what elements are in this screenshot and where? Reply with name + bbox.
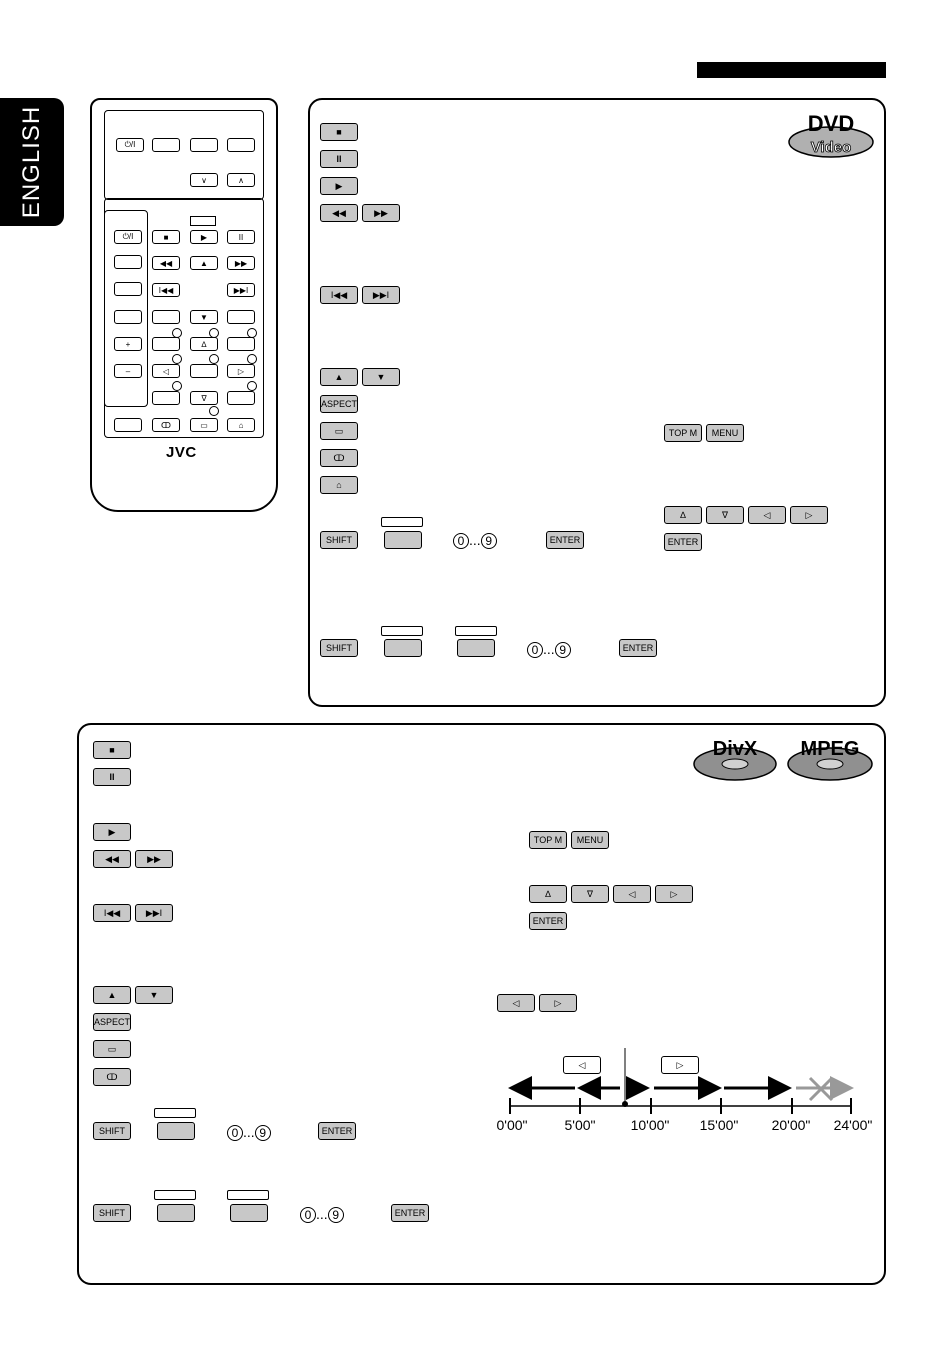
remote-indicator bbox=[247, 381, 257, 391]
timeline-label: 10'00" bbox=[630, 1117, 670, 1133]
enter-button[interactable]: ENTER bbox=[318, 1122, 356, 1140]
enter-button-3[interactable]: ENTER bbox=[664, 533, 702, 551]
remote-label bbox=[190, 216, 216, 226]
remote-button[interactable] bbox=[227, 337, 255, 351]
cursor-up-button[interactable]: ∆ bbox=[664, 506, 702, 524]
audio-button[interactable] bbox=[320, 449, 358, 467]
audio-button[interactable] bbox=[93, 1068, 131, 1086]
audio-icon: ↀ bbox=[333, 452, 345, 463]
remote-indicator bbox=[172, 354, 182, 364]
button-label-box bbox=[381, 626, 423, 636]
enter-button-2[interactable]: ENTER bbox=[391, 1204, 429, 1222]
cursor-down-button[interactable]: ∇ bbox=[706, 506, 744, 524]
previous-button[interactable]: I◀◀ bbox=[93, 904, 131, 922]
rewind-button[interactable]: ◀◀ bbox=[320, 204, 358, 222]
fast-forward-button[interactable]: ▶▶ bbox=[362, 204, 400, 222]
top-menu-button[interactable]: TOP M bbox=[529, 831, 567, 849]
dvd-logo-top: DVD bbox=[807, 111, 855, 136]
disc-hole bbox=[817, 759, 843, 769]
angle-icon: ⌂ bbox=[336, 480, 342, 490]
remote-stop-button[interactable]: ■ bbox=[152, 230, 180, 244]
previous-button[interactable]: I◀◀ bbox=[320, 286, 358, 304]
pause-button[interactable]: II bbox=[93, 768, 131, 786]
cursor-up-button[interactable]: ∆ bbox=[529, 885, 567, 903]
aspect-button[interactable]: ASPECT bbox=[93, 1013, 131, 1031]
remote-power-button-2[interactable]: ⏻/I bbox=[114, 230, 142, 244]
timeline-tick bbox=[791, 1098, 793, 1114]
remote-indicator bbox=[247, 354, 257, 364]
remote-indicator bbox=[209, 354, 219, 364]
subtitle-button[interactable] bbox=[320, 422, 358, 440]
remote-next-button[interactable]: ▶▶I bbox=[227, 283, 255, 297]
remote-button[interactable] bbox=[152, 310, 180, 324]
remote-forward-button[interactable]: ▶▶ bbox=[227, 256, 255, 270]
button-label-box bbox=[455, 626, 497, 636]
cursor-down-button[interactable]: ∇ bbox=[571, 885, 609, 903]
pause-button[interactable]: II bbox=[320, 150, 358, 168]
remote-rewind-button[interactable]: ◀◀ bbox=[152, 256, 180, 270]
enter-button[interactable]: ENTER bbox=[546, 531, 584, 549]
blank-button-2[interactable] bbox=[384, 639, 422, 657]
digit-9[interactable]: 9 bbox=[481, 533, 497, 549]
remote-button[interactable] bbox=[152, 138, 180, 152]
cursor-left-button[interactable]: ◁ bbox=[748, 506, 786, 524]
remote-enter-button[interactable] bbox=[190, 364, 218, 378]
digit-0[interactable]: 0 bbox=[300, 1207, 316, 1223]
timeline-label: 20'00" bbox=[771, 1117, 811, 1133]
language-tab-label: ENGLISH bbox=[18, 105, 45, 219]
language-tab bbox=[0, 98, 64, 226]
remote-up-button[interactable]: ∧ bbox=[227, 173, 255, 187]
stop-button[interactable]: ■ bbox=[93, 741, 131, 759]
timeline-tick bbox=[579, 1098, 581, 1114]
remote-button[interactable] bbox=[227, 138, 255, 152]
remote-angle-button[interactable]: ⌂ bbox=[227, 418, 255, 432]
digit-9[interactable]: 9 bbox=[328, 1207, 344, 1223]
subtitle-button[interactable] bbox=[93, 1040, 131, 1058]
divx-logo-text: DivX bbox=[712, 738, 758, 760]
timeline-back-button[interactable]: ◁ bbox=[563, 1056, 601, 1074]
skip-back-button[interactable]: ◁ bbox=[497, 994, 535, 1012]
remote-button[interactable] bbox=[114, 310, 142, 324]
remote-button[interactable] bbox=[227, 310, 255, 324]
digit-0[interactable]: 0 bbox=[453, 533, 469, 549]
digit-9[interactable]: 9 bbox=[555, 642, 571, 658]
remote-cursor-down-button[interactable]: ∇ bbox=[190, 391, 218, 405]
skip-forward-button[interactable]: ▷ bbox=[539, 994, 577, 1012]
subtitle-icon: ▭ bbox=[334, 425, 344, 436]
header-bar bbox=[697, 62, 886, 78]
remote-pause-button[interactable]: II bbox=[227, 230, 255, 244]
down-button[interactable]: ▼ bbox=[135, 986, 173, 1004]
remote-cursor-up-button[interactable]: ∆ bbox=[190, 337, 218, 351]
shift-button[interactable]: SHIFT bbox=[93, 1122, 131, 1140]
digit-sep: ... bbox=[469, 532, 481, 548]
top-menu-button[interactable]: TOP M bbox=[664, 424, 702, 442]
mpeg-logo bbox=[784, 735, 876, 785]
number-buttons-2[interactable] bbox=[527, 641, 571, 658]
play-button[interactable]: ▶ bbox=[93, 823, 131, 841]
remote-prev-button[interactable]: I◀◀ bbox=[152, 283, 180, 297]
remote-indicator bbox=[209, 406, 219, 416]
divx-logo bbox=[692, 735, 782, 785]
cursor-left-button[interactable]: ◁ bbox=[613, 885, 651, 903]
subtitle-icon: ▭ bbox=[107, 1043, 117, 1054]
dvd-logo-bottom: Video bbox=[810, 139, 852, 156]
timeline-tick bbox=[509, 1098, 511, 1114]
timeline-forward-button[interactable]: ▷ bbox=[661, 1056, 699, 1074]
remote-control bbox=[90, 98, 278, 512]
button-label-box bbox=[227, 1190, 269, 1200]
mpeg-logo-text: MPEG bbox=[800, 738, 860, 760]
blank-button-3[interactable] bbox=[457, 639, 495, 657]
remote-down-button[interactable]: ∨ bbox=[190, 173, 218, 187]
rewind-button[interactable]: ◀◀ bbox=[93, 850, 131, 868]
button-label-box bbox=[381, 517, 423, 527]
digit-sep: ... bbox=[316, 1206, 328, 1222]
enter-button-3[interactable]: ENTER bbox=[529, 912, 567, 930]
remote-plus-button[interactable]: + bbox=[114, 337, 142, 351]
blank-button-2[interactable] bbox=[157, 1204, 195, 1222]
disc-hole bbox=[722, 759, 748, 769]
shift-button-2[interactable]: SHIFT bbox=[93, 1204, 131, 1222]
menu-button[interactable]: MENU bbox=[571, 831, 609, 849]
remote-power-button[interactable]: ⏻/I bbox=[116, 138, 144, 152]
remote-indicator bbox=[172, 328, 182, 338]
menu-button[interactable]: MENU bbox=[706, 424, 744, 442]
button-label-box bbox=[154, 1108, 196, 1118]
number-buttons-2[interactable] bbox=[300, 1206, 344, 1223]
timeline-label: 15'00" bbox=[699, 1117, 739, 1133]
remote-cursor-right-button[interactable]: ▷ bbox=[227, 364, 255, 378]
angle-button[interactable] bbox=[320, 476, 358, 494]
dvd-video-logo bbox=[786, 108, 876, 158]
timeline-tick bbox=[720, 1098, 722, 1114]
play-button[interactable]: ▶ bbox=[320, 177, 358, 195]
remote-indicator bbox=[209, 328, 219, 338]
dvd-video-panel bbox=[308, 98, 886, 707]
shift-button-2[interactable]: SHIFT bbox=[320, 639, 358, 657]
remote-brand-logo: JVC bbox=[166, 444, 197, 461]
blank-button-3[interactable] bbox=[230, 1204, 268, 1222]
shift-button[interactable]: SHIFT bbox=[320, 531, 358, 549]
timeline-label: 24'00" bbox=[833, 1117, 873, 1133]
next-button[interactable]: ▶▶I bbox=[135, 904, 173, 922]
remote-minus-button[interactable]: – bbox=[114, 364, 142, 378]
remote-subtitle-button[interactable]: ▭ bbox=[190, 418, 218, 432]
timeline-tick bbox=[850, 1098, 852, 1114]
cursor-right-button[interactable]: ▷ bbox=[655, 885, 693, 903]
remote-indicator bbox=[247, 328, 257, 338]
up-button[interactable]: ▲ bbox=[320, 368, 358, 386]
down-button[interactable]: ▼ bbox=[362, 368, 400, 386]
remote-cursor-left-button[interactable]: ◁ bbox=[152, 364, 180, 378]
timeline-label: 0'00" bbox=[496, 1117, 528, 1133]
digit-sep: ... bbox=[543, 641, 555, 657]
timeline-tick bbox=[650, 1098, 652, 1114]
blank-button[interactable] bbox=[384, 531, 422, 549]
button-label-box bbox=[154, 1190, 196, 1200]
remote-up-arrow-button[interactable]: ▲ bbox=[190, 256, 218, 270]
remote-button[interactable] bbox=[190, 138, 218, 152]
remote-play-button[interactable]: ▶ bbox=[190, 230, 218, 244]
number-buttons[interactable] bbox=[227, 1124, 271, 1141]
number-buttons[interactable] bbox=[453, 532, 497, 549]
enter-button-2[interactable]: ENTER bbox=[619, 639, 657, 657]
digit-0[interactable]: 0 bbox=[527, 642, 543, 658]
remote-button[interactable] bbox=[114, 255, 142, 269]
timeline-label: 5'00" bbox=[564, 1117, 596, 1133]
remote-button[interactable] bbox=[152, 391, 180, 405]
remote-audio-button[interactable]: ↀ bbox=[152, 418, 180, 432]
audio-icon: ↀ bbox=[106, 1071, 118, 1082]
remote-button[interactable] bbox=[114, 418, 142, 432]
stop-button[interactable]: ■ bbox=[320, 123, 358, 141]
current-position-dot bbox=[622, 1101, 628, 1107]
blank-button[interactable] bbox=[157, 1122, 195, 1140]
digit-0[interactable]: 0 bbox=[227, 1125, 243, 1141]
next-button[interactable]: ▶▶I bbox=[362, 286, 400, 304]
divx-mpeg-panel bbox=[77, 723, 886, 1285]
remote-button[interactable] bbox=[152, 337, 180, 351]
remote-button[interactable] bbox=[227, 391, 255, 405]
cursor-right-button[interactable]: ▷ bbox=[790, 506, 828, 524]
up-button[interactable]: ▲ bbox=[93, 986, 131, 1004]
remote-down-arrow-button[interactable]: ▼ bbox=[190, 310, 218, 324]
remote-button[interactable] bbox=[114, 282, 142, 296]
aspect-button[interactable]: ASPECT bbox=[320, 395, 358, 413]
skip-timeline bbox=[490, 1040, 870, 1120]
remote-indicator bbox=[172, 381, 182, 391]
fast-forward-button[interactable]: ▶▶ bbox=[135, 850, 173, 868]
digit-sep: ... bbox=[243, 1124, 255, 1140]
digit-9[interactable]: 9 bbox=[255, 1125, 271, 1141]
